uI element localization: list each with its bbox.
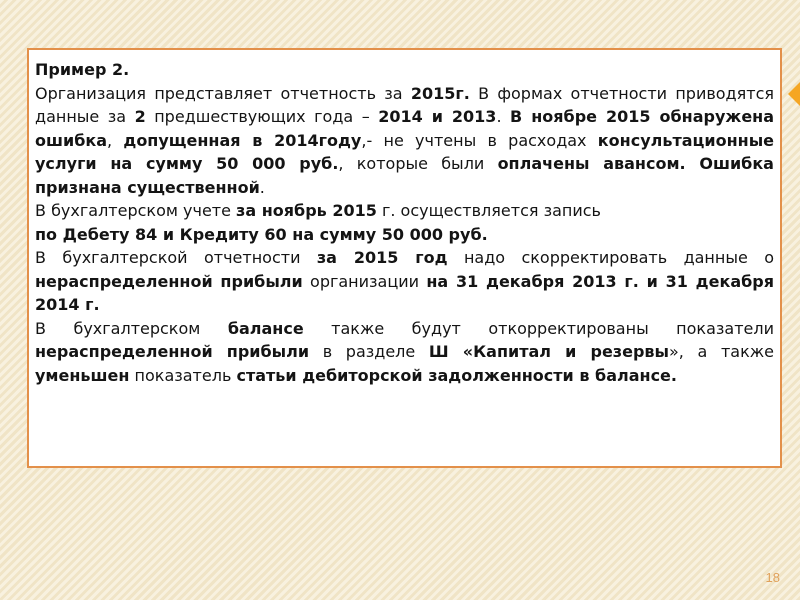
paragraph-reporting-correction: [35, 246, 774, 317]
p4-run-2: надо скорректировать данные о: [447, 248, 775, 267]
p4-run-4: организации: [302, 271, 427, 291]
p5-run-9: статьи дебиторской задолженности в балансе.: [236, 365, 677, 385]
p2-run-1: за ноябрь 2015: [236, 201, 377, 220]
paragraph-accounting-entry: [35, 223, 774, 247]
p1-run-1: 2015г.: [410, 83, 470, 103]
p1-run-8: ,: [107, 130, 124, 150]
p5-run-3: нераспределенной прибыли: [35, 342, 310, 361]
p5-run-6: », а также: [669, 342, 775, 361]
paragraph-balance-correction: [35, 317, 774, 388]
p1-run-12: , которые были: [338, 154, 498, 173]
example-title: Пример 2.: [35, 60, 130, 79]
paragraph-accounting-entry-intro: [35, 199, 774, 223]
p5-run-8: показатель: [129, 365, 237, 385]
p1-run-4: предшествующих года –: [145, 107, 379, 126]
p1-run-5: 2014 и 2013: [378, 107, 497, 126]
p5-run-0: В бухгалтерском: [35, 318, 228, 338]
p1-run-6: .: [496, 107, 511, 126]
p4-run-3: нераспределенной прибыли: [35, 271, 303, 291]
p1-run-9: допущенная в 2014году: [123, 130, 362, 150]
p1-run-13: оплачены авансом. Ошибка признана существенной: [35, 154, 774, 197]
p2-run-0: В бухгалтерском учете: [35, 201, 237, 220]
paragraph-organization: [35, 82, 774, 200]
content-box: [27, 48, 782, 468]
page-number: 18: [765, 570, 780, 585]
p3-run-0: по Дебету 84 и Кредиту 60 на сумму 50 000 руб.: [35, 224, 488, 244]
decorative-arrow-icon: [788, 82, 800, 106]
p5-run-5: Ш «Капитал и резервы: [428, 342, 669, 361]
p5-run-1: балансе: [227, 318, 304, 338]
p1-run-2: В формах отчетности приводятся данные за: [35, 83, 774, 126]
p4-run-1: за 2015 год: [316, 248, 448, 267]
p5-run-7: уменьшен: [35, 365, 130, 385]
p5-run-4: в разделе: [309, 342, 429, 361]
p2-run-2: г. осуществляется запись: [376, 201, 601, 220]
p1-run-10: ,- не учтены в расходах: [361, 130, 598, 150]
p1-run-11: консультационные услуги на сумму 50 000 руб.: [35, 130, 775, 173]
p1-run-14: .: [259, 177, 265, 197]
p1-run-3: 2: [134, 107, 146, 126]
p4-run-5: на 31 декабря 2013 г. и 31 декабря 2014 г.: [35, 271, 775, 314]
p4-run-0: В бухгалтерской отчетности: [35, 248, 317, 267]
p1-run-0: Организация представляет отчетность за: [35, 83, 411, 103]
p1-run-7: В ноябре 2015 обнаружена ошибка: [35, 107, 775, 150]
p5-run-2: также будут откорректированы показатели: [303, 318, 775, 338]
